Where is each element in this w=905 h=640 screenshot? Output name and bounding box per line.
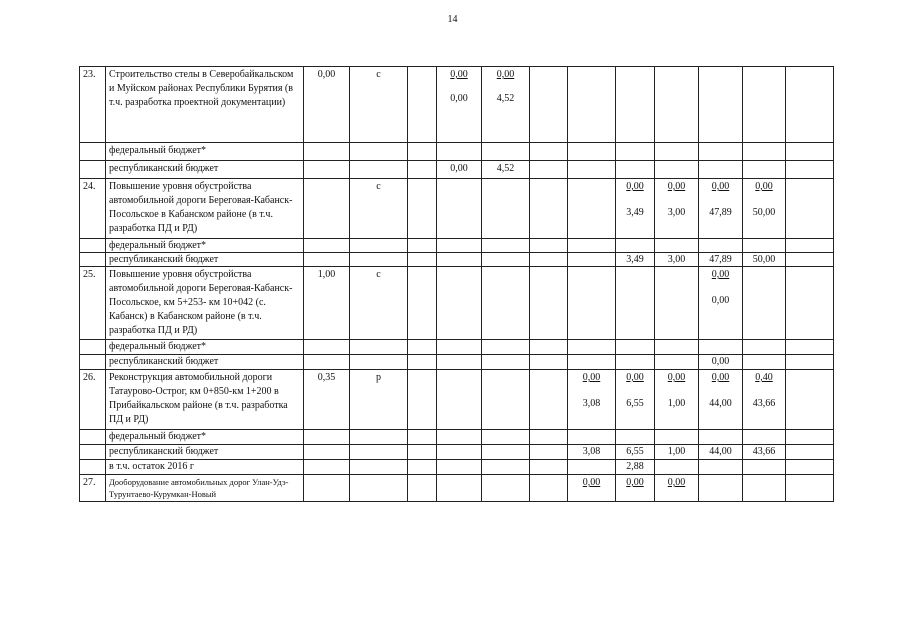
length-cell: 0,35	[304, 370, 350, 430]
value-cell: 0,00 0,00	[699, 267, 743, 340]
type-cell: р	[350, 370, 408, 430]
row-number: 25.	[80, 267, 106, 340]
type-cell: с	[350, 179, 408, 239]
type-cell: с	[350, 267, 408, 340]
length-cell: 1,00	[304, 267, 350, 340]
table-row	[80, 430, 834, 445]
value-cell: 3,49	[616, 253, 655, 267]
budget-label: федеральный бюджет*	[106, 340, 304, 355]
value-cell: 4,52	[482, 161, 530, 179]
value-cell: 3,08	[568, 445, 616, 460]
value-cell: 0,00	[437, 161, 482, 179]
budget-label: федеральный бюджет*	[106, 143, 304, 161]
value-cell: 47,89	[699, 253, 743, 267]
table-row	[80, 143, 834, 161]
table-row	[80, 370, 834, 430]
table-row	[80, 267, 834, 340]
value-cell: 0,40 43,66	[743, 370, 786, 430]
table-row	[80, 445, 834, 460]
table-row	[80, 161, 834, 179]
value-cell: 0,00 4,52	[482, 67, 530, 143]
value-cell: 6,55	[616, 445, 655, 460]
value-cell: 0,00 3,00	[655, 179, 699, 239]
row-number: 23.	[80, 67, 106, 143]
budget-label: федеральный бюджет*	[106, 430, 304, 445]
type-cell: с	[350, 67, 408, 143]
object-name: Дооборудование автомобильных дорог Улан-Удэ-Турунтаево-Курумкан-Новый	[106, 475, 304, 502]
table-row	[80, 355, 834, 370]
value-cell: 43,66	[743, 445, 786, 460]
value-cell: 44,00	[699, 445, 743, 460]
table-row	[80, 67, 834, 143]
row-number: 24.	[80, 179, 106, 239]
budget-label: республиканский бюджет	[106, 445, 304, 460]
page-number: 14	[447, 14, 458, 25]
value-cell: 1,00	[655, 445, 699, 460]
budget-label: республиканский бюджет	[106, 161, 304, 179]
table-row	[80, 340, 834, 355]
table-row	[80, 475, 834, 502]
object-name: Повышение уровня обустройства автомобильной дороги Береговая-Кабанск-Посольское в Кабанском районе (в т.ч. разработка ПД и РД)	[106, 179, 304, 239]
value-cell: 0,00 0,00	[437, 67, 482, 143]
object-name: Реконструкция автомобильной дороги Татаурово-Острог, км 0+850-км 1+200 в Прибайкальском районе (в т.ч. разработка ПД и РД)	[106, 370, 304, 430]
table-row	[80, 460, 834, 475]
value-cell: 0,00 6,55	[616, 370, 655, 430]
value-cell: 0,00 47,89	[699, 179, 743, 239]
value-cell: 0,00 50,00	[743, 179, 786, 239]
budget-label: федеральный бюджет*	[106, 239, 304, 253]
value-cell: 0,00	[655, 475, 699, 502]
budget-label: республиканский бюджет	[106, 355, 304, 370]
value-cell: 0,00 3,49	[616, 179, 655, 239]
value-cell: 3,00	[655, 253, 699, 267]
row-number: 26.	[80, 370, 106, 430]
table-row	[80, 239, 834, 253]
value-cell: 2,88	[616, 460, 655, 475]
value-cell: 0,00	[699, 355, 743, 370]
value-cell: 50,00	[743, 253, 786, 267]
value-cell: 0,00 44,00	[699, 370, 743, 430]
table-row	[80, 179, 834, 239]
table-row	[80, 253, 834, 267]
object-name: Строительство стелы в Северобайкальском и Муйском районах Республики Бурятия (в т.ч. разработка проектной документации)	[106, 67, 304, 143]
budget-label: в т.ч. остаток 2016 г	[106, 460, 304, 475]
value-cell: 0,00	[568, 475, 616, 502]
row-number: 27.	[80, 475, 106, 502]
value-cell: 0,00 3,08	[568, 370, 616, 430]
length-cell: 0,00	[304, 67, 350, 143]
budget-table	[79, 66, 834, 502]
budget-label: республиканский бюджет	[106, 253, 304, 267]
value-cell: 0,00	[616, 475, 655, 502]
object-name: Повышение уровня обустройства автомобильной дороги Береговая-Кабанск-Посольское, км 5+253- км 10+042 (с. Кабанск) в Кабанском районе (в т.ч. разработка ПД и РД)	[106, 267, 304, 340]
value-cell: 0,00 1,00	[655, 370, 699, 430]
